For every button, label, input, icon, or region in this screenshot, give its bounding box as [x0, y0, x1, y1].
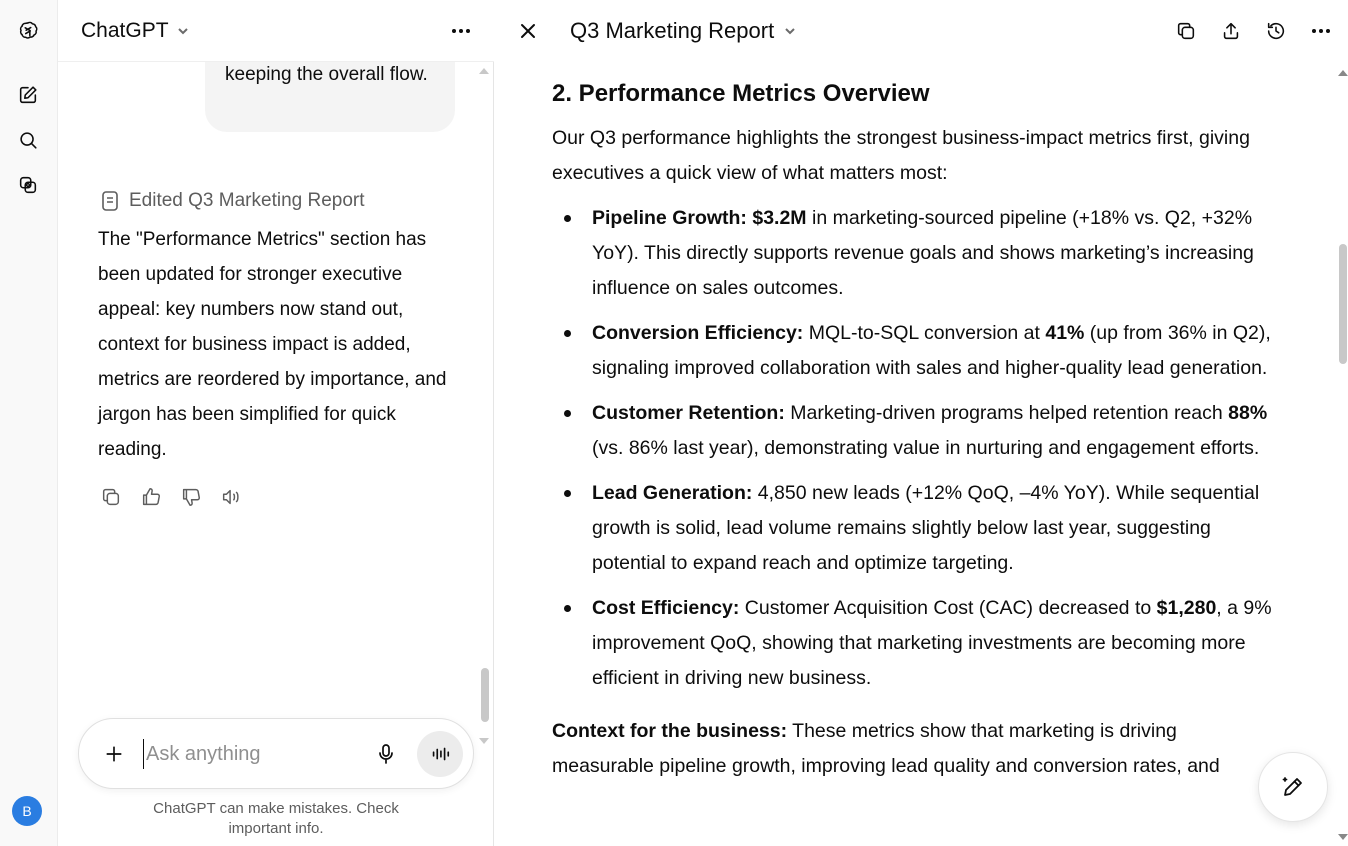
search-icon[interactable]	[13, 125, 43, 155]
attach-button[interactable]	[101, 741, 127, 767]
chat-more-button[interactable]	[448, 18, 474, 44]
message-actions	[98, 484, 244, 510]
canvas-scroll-down-arrow[interactable]	[1338, 834, 1348, 840]
chevron-down-icon	[782, 23, 798, 39]
library-icon[interactable]	[13, 170, 43, 200]
pencil-sparkle-icon	[1279, 773, 1307, 801]
copy-icon	[1175, 20, 1197, 42]
copy-button[interactable]	[98, 484, 124, 510]
chat-scrollbar[interactable]	[479, 66, 489, 746]
close-icon	[519, 22, 537, 40]
list-item: Lead Generation: 4,850 new leads (+12% QoQ, –4% YoY). While sequential growth is solid, lead volume remains slightly below last year, suggesting potential to expand reach and optimize targeting.	[552, 476, 1277, 581]
user-message: keeping the overall flow.	[205, 44, 455, 132]
metrics-list	[552, 201, 1277, 696]
voice-mode-button[interactable]	[417, 731, 463, 777]
chat-scroll-down-arrow[interactable]	[479, 738, 489, 744]
chat-scroll-up-arrow[interactable]	[479, 68, 489, 74]
disclaimer: ChatGPT can make mistakes. Check important info.	[153, 800, 399, 837]
canvas-scrollbar-thumb[interactable]	[1339, 244, 1347, 364]
thumbs-down-icon	[180, 486, 202, 508]
plus-icon	[103, 743, 125, 765]
intro-paragraph: Our Q3 performance highlights the strongest business-impact metrics first, giving executives a quick view of what matters most:	[552, 127, 1250, 184]
chat-header	[58, 0, 494, 62]
composer	[78, 718, 474, 789]
upload-icon	[1220, 20, 1242, 42]
document-title-dropdown[interactable]: Q3 Marketing Report	[570, 18, 798, 44]
canvas-more-button[interactable]	[1308, 18, 1334, 44]
left-rail	[0, 0, 58, 846]
assistant-message: The "Performance Metrics" section has been updated for stronger executive appeal: key numbers now stand out, context for business impact is added, metrics are reordered by importance, and jargon has been simplified for quick reading.	[98, 229, 447, 460]
prompt-input[interactable]	[143, 739, 363, 769]
speaker-icon	[220, 486, 242, 508]
more-dots-icon	[1312, 29, 1330, 33]
microphone-icon	[376, 743, 396, 765]
share-button[interactable]	[1218, 18, 1244, 44]
list-item: Cost Efficiency: Customer Acquisition Cost (CAC) decreased to $1,280, a 9% improvement QoQ, showing that marketing investments are becoming more efficient in driving new business.	[552, 591, 1277, 696]
document-body[interactable]	[552, 76, 1277, 784]
dictate-button[interactable]	[373, 741, 399, 767]
openai-logo-icon[interactable]	[13, 16, 43, 46]
list-item: Conversion Efficiency: MQL-to-SQL conversion at 41% (up from 36% in Q2), signaling improved collaboration with sales and higher-quality lead generation.	[552, 316, 1277, 386]
chat-panel	[58, 0, 494, 846]
more-dots-icon	[452, 29, 470, 33]
chevron-down-icon	[175, 23, 191, 39]
close-canvas-button[interactable]	[515, 18, 541, 44]
canvas-panel	[495, 0, 1348, 846]
thumbs-up-icon	[140, 486, 162, 508]
user-avatar[interactable]: B	[12, 796, 42, 826]
chat-scrollbar-thumb[interactable]	[481, 668, 489, 722]
list-item: Pipeline Growth: $3.2M in marketing-sourced pipeline (+18% vs. Q2, +32% YoY). This directly supports revenue goals and shows marketing’s increasing influence on sales outcomes.	[552, 201, 1277, 306]
read-aloud-button[interactable]	[218, 484, 244, 510]
copy-document-button[interactable]	[1173, 18, 1199, 44]
new-chat-icon[interactable]	[13, 80, 43, 110]
history-icon	[1265, 20, 1287, 42]
thumbs-up-button[interactable]	[138, 484, 164, 510]
model-selector[interactable]: ChatGPT	[81, 19, 191, 43]
copy-icon	[100, 486, 122, 508]
section-heading: 2. Performance Metrics Overview	[552, 80, 930, 107]
context-paragraph: Context for the business: These metrics show that marketing is driving measurable pipeline growth, improving lead quality and conversion rates, and	[552, 720, 1220, 777]
edit-notice[interactable]: Edited Q3 Marketing Report	[100, 190, 365, 212]
waveform-icon	[429, 743, 451, 765]
thumbs-down-button[interactable]	[178, 484, 204, 510]
list-item: Customer Retention: Marketing-driven programs helped retention reach 88% (vs. 86% last year), demonstrating value in nurturing and engagement efforts.	[552, 396, 1277, 466]
document-icon	[100, 190, 120, 212]
edit-suggestions-button[interactable]	[1258, 752, 1328, 822]
version-history-button[interactable]	[1263, 18, 1289, 44]
canvas-scroll-up-arrow[interactable]	[1338, 70, 1348, 76]
canvas-header	[495, 0, 1348, 62]
